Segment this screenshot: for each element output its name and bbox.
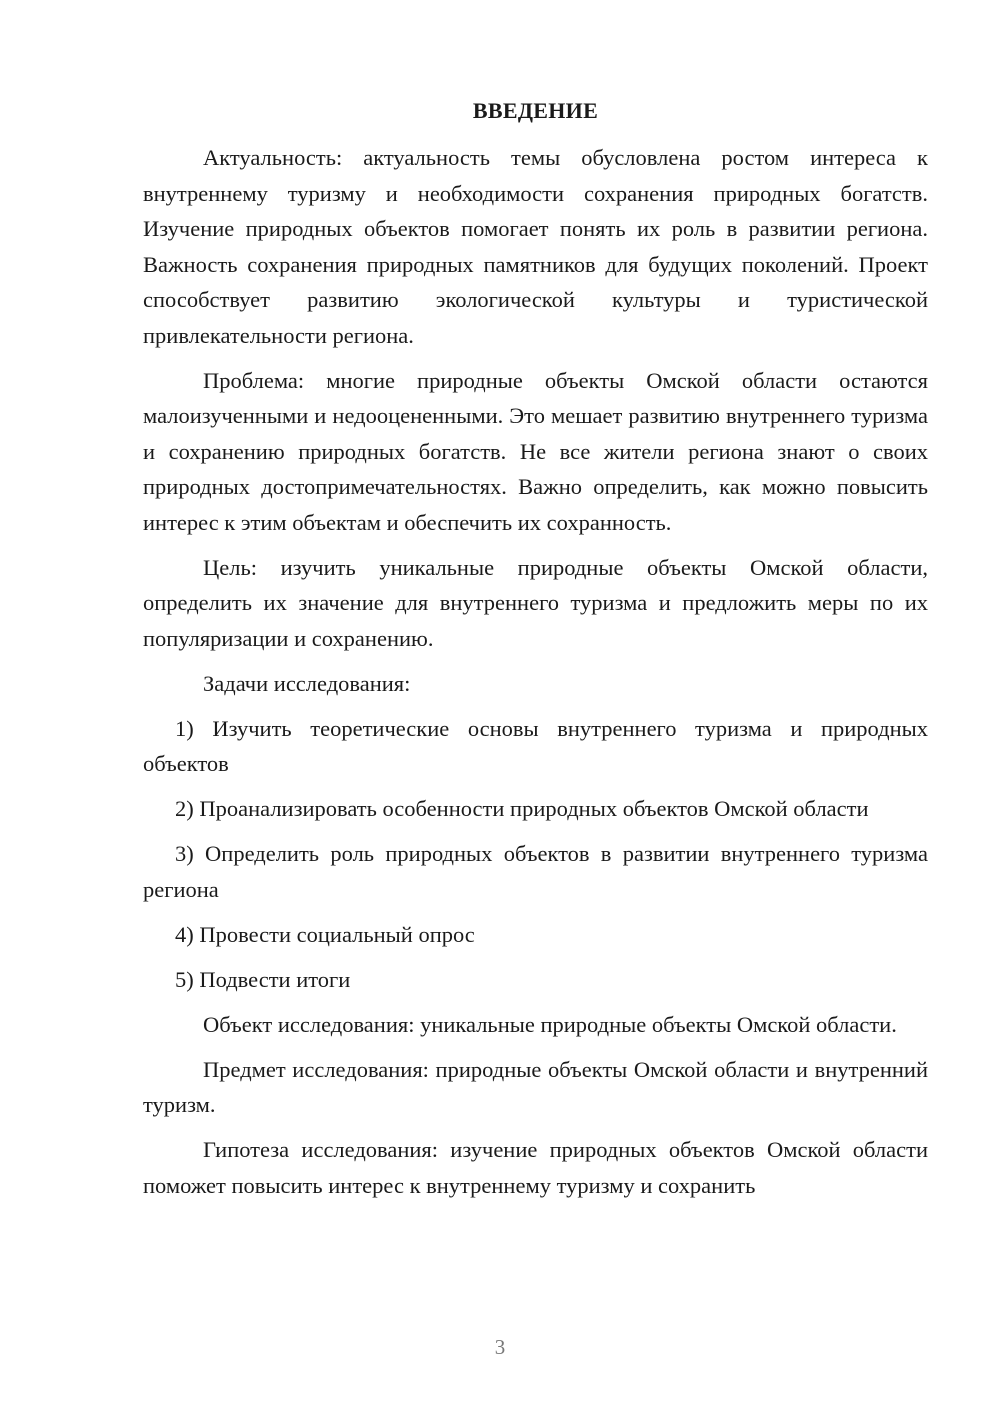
list-item: 5) Подвести итоги (175, 966, 351, 992)
list-item: 4) Провести социальный опрос (175, 921, 475, 947)
paragraph-subject: Предмет исследования: природные объекты Омской области и внутренний туризм. (143, 1056, 928, 1117)
paragraph-relevance: Актуальность: актуальность темы обусловлена ростом интереса к внутреннему туризму и необходимости сохранения природных богатств. Изучение природных объектов помогает понять их роль в развитии региона. Важность сохранения природных памятников для будущих поколений. Проект способствует развитию экологической культуры и туристической привлекательности региона. (143, 145, 928, 348)
page-title: ВВЕДЕНИЕ (472, 98, 599, 123)
paragraph-hypothesis: Гипотеза исследования: изучение природных объектов Омской области поможет повысить интерес к внутреннему туризму и сохранить (143, 1137, 928, 1198)
list-item: 3) Определить роль природных объектов в развитии внутреннего туризма региона (143, 841, 928, 902)
list-item: 2) Проанализировать особенности природных объектов Омской области (175, 796, 869, 821)
tasks-list (143, 711, 928, 998)
paragraph-object: Объект исследования: уникальные природные объекты Омской области. (203, 1011, 897, 1037)
document-page (143, 96, 928, 1203)
paragraph-goal: Цель: изучить уникальные природные объекты Омской области, определить их значение для внутреннего туризма и предложить меры по их популяризации и сохранению. (143, 554, 928, 651)
paragraph-problem: Проблема: многие природные объекты Омской области остаются малоизученными и недооцененными. Это мешает развитию внутреннего туризма и сохранению природных богатств. Не все жители региона знают о своих природных достопримечательностях. Важно определить, как можно повысить интерес к этим объектам и обеспечить их сохранность. (143, 367, 928, 535)
list-item: 1) Изучить теоретические основы внутреннего туризма и природных объектов (143, 715, 928, 776)
tasks-heading: Задачи исследования: (203, 670, 411, 696)
page-number: 3 (494, 1335, 506, 1359)
